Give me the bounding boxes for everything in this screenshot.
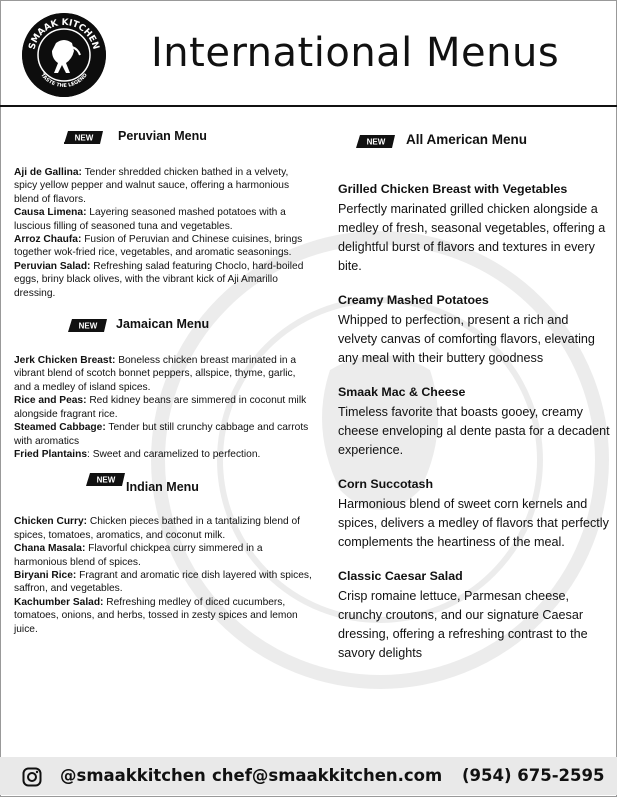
menu-item-name: Classic Caesar Salad xyxy=(338,569,463,583)
menu-item: Chicken Curry: Chicken pieces bathed in a tantalizing blend of spices, tomatoes, aromatics, and coconut milk. xyxy=(14,516,300,541)
instagram-icon xyxy=(22,767,42,787)
menu-item-name: Corn Succotash xyxy=(338,477,434,491)
menu-item: Chana Masala: Flavorful chickpea curry simmered in a harmonious blend of spices. xyxy=(14,543,263,568)
right-column xyxy=(338,128,610,680)
section-header-peruvian xyxy=(14,128,314,150)
menu-item-name: Smaak Mac & Cheese xyxy=(338,385,466,399)
section-title: Peruvian Menu xyxy=(118,129,207,143)
header-divider xyxy=(0,105,617,107)
section-title: Jamaican Menu xyxy=(116,317,210,332)
menu-item xyxy=(338,477,610,552)
menu-item: Arroz Chaufa: Fusion of Peruvian and Chinese cuisines, brings together wok-fried rice, vegetables, and aromatic seasonings. xyxy=(14,234,303,259)
indian-items xyxy=(14,515,314,636)
menu-item-desc: Crisp romaine lettuce, Parmesan cheese, crunchy croutons, and our signature Caesar dressing, offering a refreshing contrast to the savory delights xyxy=(338,589,588,660)
menu-item: Biryani Rice: Fragrant and aromatic rice dish layered with spices, saffron, and vegetables. xyxy=(14,569,312,595)
phone-number[interactable]: (954) 675-2595 xyxy=(462,766,605,785)
menu-item-desc: Harmonious blend of sweet corn kernels and spices, delivers a medley of flavors that perfectly complements the heartiness of the meal. xyxy=(338,497,609,549)
menu-item: Jerk Chicken Breast: Boneless chicken breast marinated in a vibrant blend of scotch bonnet peppers, allspice, thyme, garlic, and a medley of island spices. xyxy=(14,355,297,393)
menu-item: Aji de Gallina: Tender shredded chicken bathed in a velvety, spicy yellow pepper and walnut sauce, offering a harmonious blend of flavors. xyxy=(14,167,290,205)
svg-text:TASTE THE LEGEND: TASTE THE LEGEND xyxy=(39,72,89,90)
menu-item: Steamed Cabbage: Tender but still crunchy cabbage and carrots with aromatics xyxy=(14,422,309,447)
peruvian-items xyxy=(14,166,314,300)
menu-item-name: Grilled Chicken Breast with Vegetables xyxy=(338,182,568,196)
menu-item xyxy=(338,293,610,368)
menu-item xyxy=(338,569,610,663)
menu-item: Causa Limena: Layering seasoned mashed potatoes with a luscious filling of seasoned tuna and vegetables. xyxy=(14,207,286,232)
svg-text:NEW: NEW xyxy=(78,321,98,331)
jamaican-items xyxy=(14,354,314,461)
svg-text:NEW: NEW xyxy=(74,133,94,143)
new-badge-icon xyxy=(356,134,396,149)
menu-item xyxy=(338,182,610,276)
svg-text:SMAAK KITCHEN: SMAAK KITCHEN xyxy=(27,17,101,51)
new-badge-icon xyxy=(64,130,104,145)
section-title: All American Menu xyxy=(406,132,528,147)
left-column xyxy=(14,128,314,636)
section-header-indian xyxy=(14,475,314,497)
menu-item: Kachumber Salad: Refreshing medley of diced cucumbers, tomatoes, onions, and herbs, tossed in zesty spices and lemon juice. xyxy=(14,596,298,635)
section-title: Indian Menu xyxy=(126,480,199,495)
section-header-jamaican xyxy=(14,316,314,338)
smaak-kitchen-logo xyxy=(22,13,106,97)
page-title: International Menus xyxy=(151,30,560,76)
menu-item: Peruvian Salad: Refreshing salad featuring Choclo, hard-boiled eggs, briny black olives, with the vibrant kick of Aji Amarillo dressing. xyxy=(14,260,304,299)
contact-footer xyxy=(0,757,617,795)
svg-text:NEW: NEW xyxy=(96,475,116,485)
page-header xyxy=(0,0,617,106)
new-badge-icon xyxy=(86,472,126,487)
svg-text:NEW: NEW xyxy=(366,137,386,147)
american-items xyxy=(338,182,610,663)
menu-item: Fried Plantains: Sweet and caramelized to perfection. xyxy=(14,448,261,460)
menu-item-desc: Perfectly marinated grilled chicken alongside a medley of fresh, seasonal vegetables, offering a delightful burst of flavors and textures in every bite. xyxy=(338,202,606,273)
menu-item: Rice and Peas: Red kidney beans are simmered in coconut milk alongside fragrant rice. xyxy=(14,395,307,420)
section-header-american xyxy=(338,128,610,158)
menu-item-desc: Timeless favorite that boasts gooey, creamy cheese enveloping al dente pasta for a decadent experience. xyxy=(338,405,610,457)
menu-item-name: Creamy Mashed Potatoes xyxy=(338,293,489,307)
new-badge-icon xyxy=(68,318,108,333)
menu-item xyxy=(338,385,610,460)
instagram-handle[interactable]: @smaakkitchen xyxy=(60,766,206,785)
menu-item-desc: Whipped to perfection, present a rich and velvety canvas of comforting flavors, elevating any meal with their buttery goodness xyxy=(338,313,595,365)
email-link[interactable]: chef@smaakkitchen.com xyxy=(212,766,443,785)
